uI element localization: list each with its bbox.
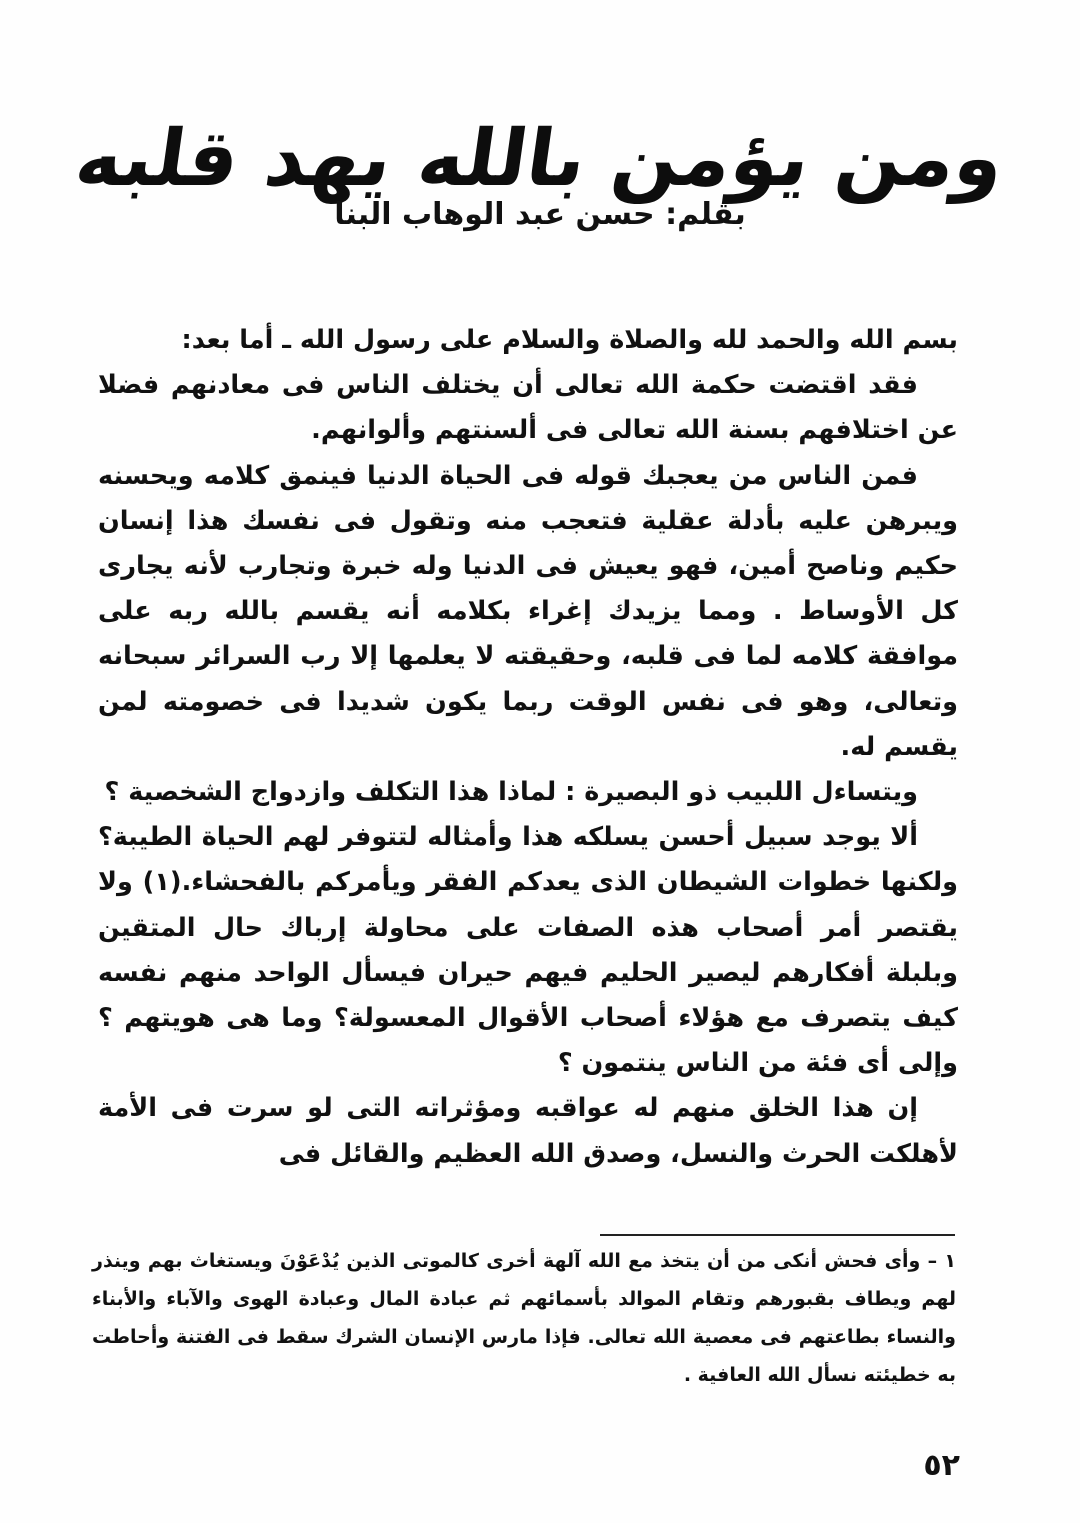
body-paragraph: ألا يوجد سبيل أحسن يسلكه هذا وأمثاله لتتوفر لهم الحياة الطيبة؟ ولكنها خطوات الشيطان الذى يعدكم الفقر ويأمركم بالفحشاء.(١) ولا يقتصر أمر أصحاب هذه الصفات على محاولة إرباك حال المتقين وبلبلة أفكارهم ليصير الحليم فيهم حيران فيسأل الواحد منهم نفسه كيف يتصرف مع هؤلاء أصحاب الأقوال المعسولة؟ وما هى هويتهم ؟ وإلى أى فئة من الناس ينتمون ؟	[98, 822, 958, 1079]
article-byline: بقلم: حسن عبد الوهاب البنا	[334, 197, 746, 232]
article-title: ومن يؤمن بالله يهد قلبه	[70, 114, 1010, 205]
article-body	[98, 318, 958, 1177]
body-paragraph: فمن الناس من يعجبك قوله فى الحياة الدنيا فينمق كلامه ويحسنه ويبرهن عليه بأدلة عقلية فتعجب منه وتقول فى نفسك هذا إنسان حكيم وناصح أمين، فهو يعيش فى الدنيا وله خبرة وتجارب لأنه يجارى كل الأوساط . ومما يزيدك إغراء بكلامه أنه يقسم بالله ربه على موافقة كلامه لما فى قلبه، وحقيقته لا يعلمها إلا رب السرائر سبحانه وتعالى، وهو فى نفس الوقت ربما يكون شديدا فى خصومته لمن يقسم له.	[98, 460, 958, 762]
footnote-divider	[600, 1234, 955, 1236]
body-paragraph: ويتساءل اللبيب ذو البصيرة : لماذا هذا التكلف وازدواج الشخصية ؟	[104, 777, 918, 808]
footnote-text: ١ – وأى فحش أنكى من أن يتخذ مع الله آلهة أخرى كالموتى الذين يُدْعَوْنَ ويستغاث بهم وينذر لهم ويطاف بقبورهم وتقام الموالد بأسمائهم ثم عبادة المال وعبادة الهوى والآباء والأبناء والنساء بطاعتهم فى معصية الله تعالى. فإذا مارس الإنسان الشرك سقط فى الفتنة وأحاطت به خطيئته نسأل الله العافية .	[92, 1250, 956, 1386]
body-paragraph: إن هذا الخلق منهم له عواقبه ومؤثراته التى لو سرت فى الأمة لأهلكت الحرث والنسل، وصدق الله العظيم والقائل فى	[98, 1093, 958, 1169]
page-number: ٥٢	[923, 1448, 960, 1483]
body-paragraph: فقد اقتضت حكمة الله تعالى أن يختلف الناس فى معادنهم فضلا عن اختلافهم بسنة الله تعالى فى ألسنتهم وألوانهم.	[98, 370, 958, 446]
body-paragraph: بسم الله والحمد لله والصلاة والسلام على رسول الله ـ أما بعد:	[181, 325, 958, 355]
footnote	[92, 1242, 956, 1394]
